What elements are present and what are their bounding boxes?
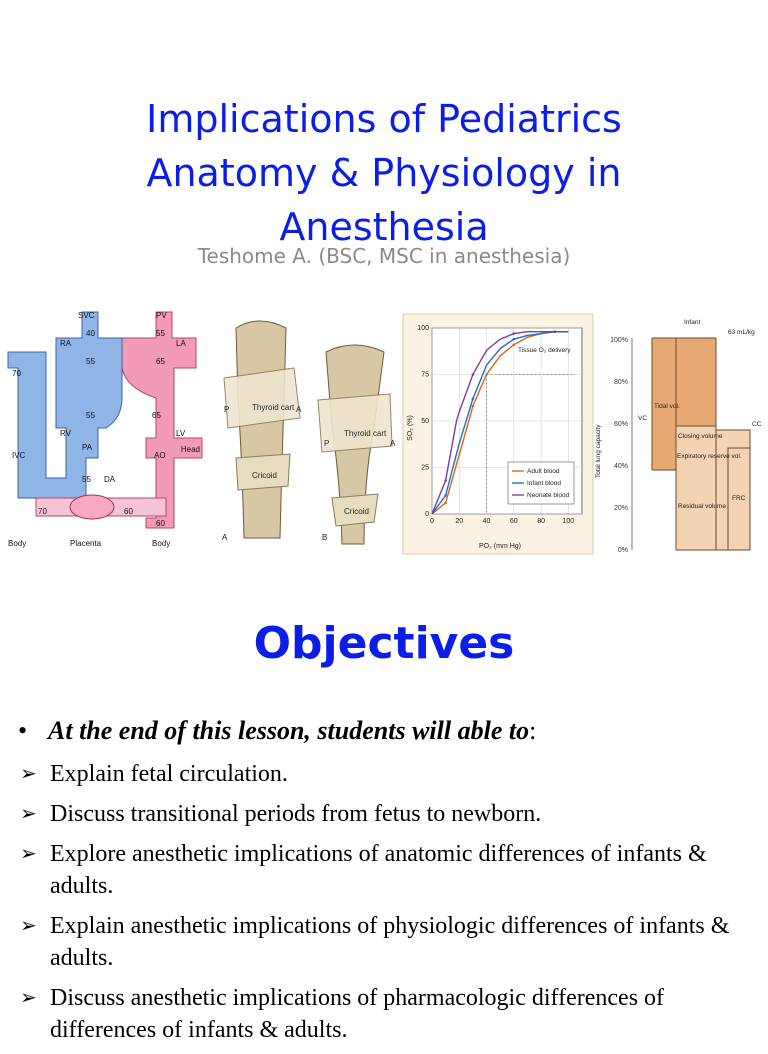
label-cricoid-infant: Cricoid	[252, 471, 277, 480]
label-placenta: Placenta	[70, 539, 102, 548]
lung-volumes-diagram	[595, 308, 768, 556]
label-panel-a: A	[222, 533, 228, 542]
label-total-lung-capacity: Total lung capacity	[595, 424, 602, 478]
objectives-list	[18, 758, 758, 1054]
o2-data-point	[444, 502, 447, 505]
objectives-lead-colon: :	[529, 716, 537, 745]
o2-data-point	[472, 373, 475, 376]
o2-data-point	[444, 479, 447, 482]
o2-data-point	[444, 494, 447, 497]
objectives-lead	[18, 716, 536, 746]
svg-text:20%: 20%	[613, 505, 628, 512]
list-item	[18, 838, 758, 902]
o2-ytick-label: 25	[421, 464, 429, 472]
list-item-text: Discuss anesthetic implications of pharmacologic differences of differences of infants & adults.	[50, 985, 665, 1043]
label-a-adult: A	[390, 439, 396, 448]
objectives-heading: Objectives	[253, 618, 515, 669]
o2-annotation: Tissue O₂ delivery	[518, 347, 571, 354]
label-65a: 65	[156, 357, 165, 366]
svg-text:100%: 100%	[610, 337, 628, 344]
label-closing-volume: Closing volume	[678, 433, 723, 440]
o2-xtick-label: 60	[509, 518, 518, 525]
label-vc: VC	[638, 415, 648, 422]
arrow-bullet-icon: ➢	[20, 803, 37, 825]
o2-xtick-label: 40	[482, 518, 491, 525]
list-item	[18, 982, 758, 1046]
label-40: 40	[86, 329, 95, 338]
o2-ytick-label: 0	[425, 511, 429, 518]
o2-ytick-label: 100	[417, 325, 429, 332]
label-tidal-vol: Tidal vol.	[654, 403, 680, 410]
label-cricoid-adult: Cricoid	[344, 507, 369, 516]
o2-data-point	[513, 343, 516, 346]
label-ra: RA	[60, 339, 72, 348]
label-frc: FRC	[732, 495, 746, 502]
label-thyroid-infant: Thyroid cart	[252, 403, 295, 412]
label-svc: SVC	[78, 311, 95, 320]
slide-subtitle: Teshome A. (BSC, MSC in anesthesia)	[197, 244, 571, 268]
o2-xtick-label: 0	[430, 518, 434, 525]
list-item-text: Explain anesthetic implications of physiologic differences of infants & adults.	[50, 913, 730, 971]
label-body-right: Body	[152, 539, 171, 548]
svg-text:60%: 60%	[613, 421, 628, 428]
o2-ytick-label: 50	[421, 418, 429, 425]
label-55c: 55	[86, 411, 95, 420]
label-70a: 70	[12, 369, 21, 378]
o2-xtick-label: 80	[537, 518, 545, 525]
o2-ylabel: SO₂ (%)	[407, 415, 414, 441]
arrow-bullet-icon: ➢	[20, 915, 37, 937]
arrow-bullet-icon: ➢	[20, 843, 37, 865]
bullet-icon: •	[18, 716, 28, 745]
o2-legend-label: Adult blood	[527, 468, 560, 475]
objectives-lead-text: At the end of this lesson, students will able to	[48, 716, 530, 745]
o2-data-point	[513, 332, 516, 335]
list-item	[18, 910, 758, 974]
label-pv: PV	[156, 311, 167, 320]
o2-data-point	[472, 397, 475, 400]
list-item	[18, 758, 758, 790]
oxygen-dissociation-chart	[402, 308, 594, 556]
label-head: Head	[180, 445, 200, 454]
svg-text:0%: 0%	[617, 547, 628, 554]
arrow-bullet-icon: ➢	[20, 763, 37, 785]
label-60a: 60	[124, 507, 133, 516]
label-panel-b: B	[322, 533, 328, 542]
label-infant: Infant	[684, 319, 701, 326]
label-pa: PA	[82, 443, 93, 452]
label-60b: 60	[156, 519, 165, 528]
label-p-infant: P	[224, 405, 230, 414]
list-item-text: Explain fetal circulation.	[50, 761, 288, 787]
larynx-diagram	[214, 308, 398, 556]
arrow-bullet-icon: ➢	[20, 987, 37, 1009]
label-da: DA	[104, 475, 116, 484]
list-item-text: Discuss transitional periods from fetus to newborn.	[50, 801, 542, 827]
label-residual-volume: Residual volume	[678, 503, 727, 510]
label-a-infant: A	[296, 405, 302, 414]
o2-xtick-label: 20	[455, 518, 464, 525]
label-thyroid-adult: Thyroid cart	[344, 429, 387, 438]
label-p-adult: P	[324, 439, 330, 448]
label-55a: 55	[86, 357, 95, 366]
o2-ytick-label: 75	[421, 371, 429, 379]
label-55d: 55	[82, 475, 91, 484]
o2-data-point	[513, 338, 516, 341]
o2-data-point	[472, 405, 475, 408]
svg-text:80%: 80%	[613, 379, 628, 386]
label-ao: AO	[154, 451, 166, 460]
label-la: LA	[176, 339, 186, 348]
label-rv: RV	[60, 429, 71, 438]
o2-legend-label: Neonate blood	[527, 492, 570, 499]
label-55b: 55	[156, 329, 165, 338]
label-expiratory-reserve: Expiratory reserve vol.	[677, 453, 742, 460]
label-body-left: Body	[8, 539, 27, 548]
label-63ml: 63 mL/kg	[728, 329, 755, 336]
fetal-circulation-diagram	[6, 308, 206, 556]
label-70b: 70	[38, 507, 47, 516]
o2-xlabel: PO₂ (mm Hg)	[479, 543, 521, 550]
label-cc: CC	[752, 421, 762, 428]
label-65b: 65	[152, 411, 161, 420]
o2-legend-label: Infant blood	[527, 480, 561, 487]
slide-title: Implications of Pediatrics Anatomy & Physiology in Anesthesia	[146, 97, 622, 249]
label-ivc: IVC	[12, 451, 26, 460]
o2-data-point	[553, 330, 556, 333]
label-lv: LV	[176, 429, 186, 438]
o2-xtick-label: 100	[562, 518, 575, 525]
list-item-text: Explore anesthetic implications of anatomic differences of infants & adults.	[50, 841, 707, 899]
list-item	[18, 798, 758, 830]
svg-text:40%: 40%	[613, 463, 628, 470]
